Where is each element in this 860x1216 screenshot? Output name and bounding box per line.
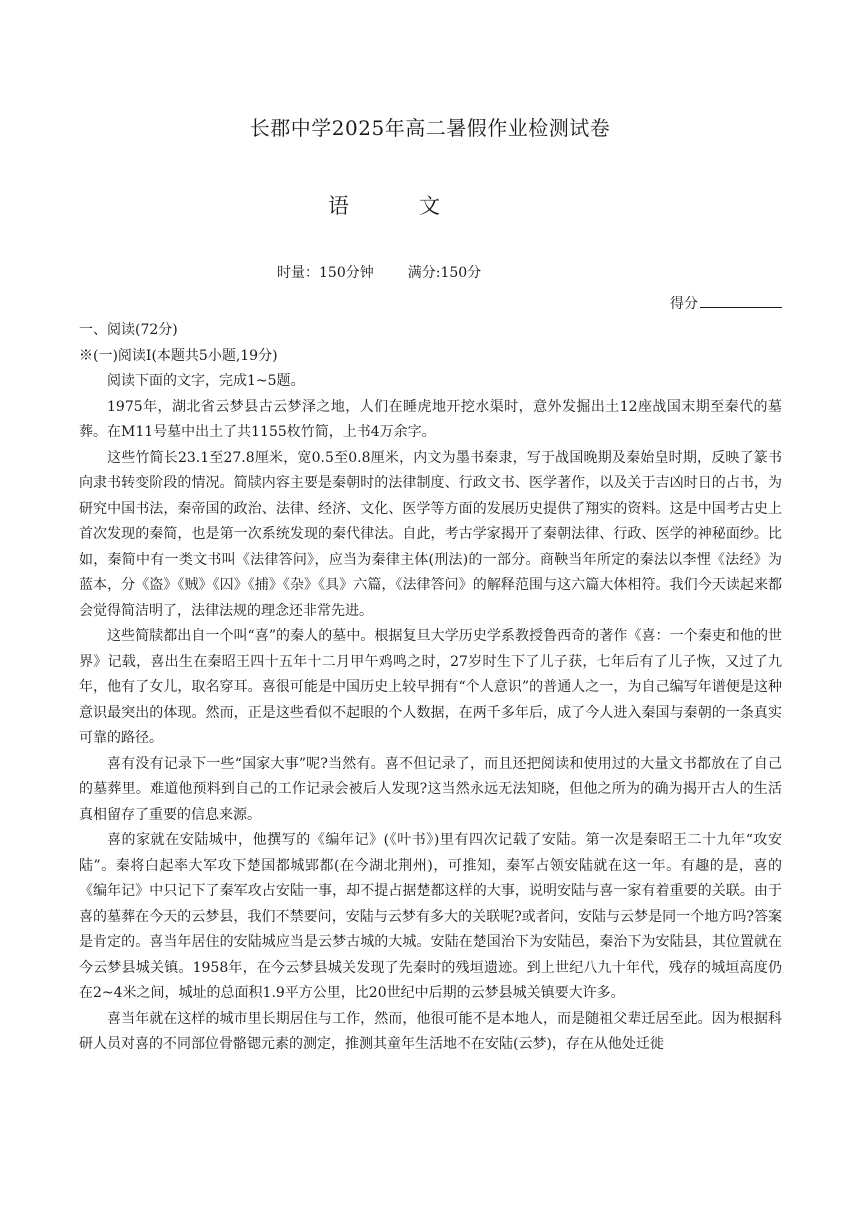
exam-meta: [277, 262, 481, 282]
full-score: 满分:150分: [407, 265, 482, 281]
subject-name: [328, 190, 440, 220]
sub-section-heading: ※(一)阅读Ⅰ(本题共5小题,19分): [79, 347, 278, 364]
score-field: [670, 293, 782, 313]
section-heading: 一、阅读(72分): [79, 322, 178, 338]
subject-char-1: 语: [328, 194, 349, 218]
score-label: 得分: [670, 296, 698, 312]
instruction: 阅读下面的文字，完成1~5题。: [107, 373, 305, 389]
exam-title: 长郡中学2025年高二暑假作业检测试卷: [249, 116, 611, 140]
paragraph-6: 喜当年就在这样的城市里长期居住与工作，然而，他很可能不是本地人，而是随祖父辈迁居至此。因为根据科研人员对喜的不同部位骨骼锶元素的测定，推测其童年生活地不在安陆(云梦)，存在从他处迁徙: [79, 1010, 782, 1052]
paragraph-5: 喜的家就在安陆城中，他撰写的《编年记》(《叶书》)里有四次记载了安陆。第一次是秦昭王二十九年“攻安陆”。秦将白起率大军攻下楚国都城郢都(在今湖北荆州)，可推知，秦军占领安陆就在这一年。有趣的是，喜的《编年记》中只记下了秦军攻占安陆一事，却不提占据楚都这样的大事，说明安陆与喜一家有着重要的关联。由于喜的墓葬在今天的云梦县，我们不禁要问，安陆与云梦有多大的关联呢?或者问，安陆与云梦是同一个地方吗?答案是肯定的。喜当年居住的安陆城应当是云梦古城的大城。安陆在楚国治下为安陆邑，秦治下为安陆县，其位置就在今云梦县城关镇。1958年，在今云梦县城关发现了先秦时的残垣遗迹。到上世纪八九十年代，残存的城垣高度仍在2~4米之间，城址的总面积1.9平方公里，比20世纪中后期的云梦县城关镇要大许多。: [79, 832, 782, 1001]
paragraph-1: 1975年，湖北省云梦县古云梦泽之地，人们在睡虎地开挖水渠时，意外发掘出土12座战国末期至秦代的墓葬。在M11号墓中出土了共1155枚竹简，上书4万余字。: [79, 398, 782, 440]
reading-content: [79, 318, 782, 1058]
paragraph-2: 这些竹简长23.1至27.8厘米，宽0.5至0.8厘米，内文为墨书秦隶，写于战国晚期及秦始皇时期，反映了篆书向隶书转变阶段的情况。简牍内容主要是秦朝时的法律制度、行政文书、医学著作，以及关于吉凶时日的占书，为研究中国书法，秦帝国的政治、法律、经济、文化、医学等方面的发展历史提供了翔实的资料。这是中国考古史上首次发现的秦简，也是第一次系统发现的秦代律法。自此，考古学家揭开了秦朝法律、行政、医学的神秘面纱。比如，秦简中有一类文书叫《法律答问》，应当为秦律主体(刑法)的一部分。商鞅当年所定的秦法以李悝《法经》为蓝本，分《盗》《贼》《囚》《捕》《杂》《具》六篇，《法律答问》的解释范围与这六篇大体相符。我们今天读起来都会觉得简洁明了，法律法规的理念还非常先进。: [79, 449, 782, 619]
paragraph-4: 喜有没有记录下一些“国家大事”呢?当然有。喜不但记录了，而且还把阅读和使用过的大量文书都放在了自己的墓葬里。难道他预料到自己的工作记录会被后人发现?这当然永远无法知晓，但他之所为的确为揭开古人的生活真相留存了重要的信息来源。: [79, 755, 782, 823]
paragraph-3: 这些简牍都出自一个叫“喜”的秦人的墓中。根据复旦大学历史学系教授鲁西奇的著作《喜：一个秦吏和他的世界》记载，喜出生在秦昭王四十五年十二月甲午鸡鸣之时，27岁时生下了儿子获，七年后有了儿子恢，又过了九年，他有了女儿，取名穿耳。喜很可能是中国历史上较早拥有“个人意识”的普通人之一，为自己编写年谱便是这种意识最突出的体现。然而，正是这些看似不起眼的个人数据，在两千多年后，成了今人进入秦国与秦朝的一条真实可靠的路径。: [79, 628, 782, 746]
subject-char-2: 文: [419, 194, 440, 218]
score-blank[interactable]: [700, 293, 782, 308]
time-limit: 时量：150分钟: [277, 265, 374, 281]
